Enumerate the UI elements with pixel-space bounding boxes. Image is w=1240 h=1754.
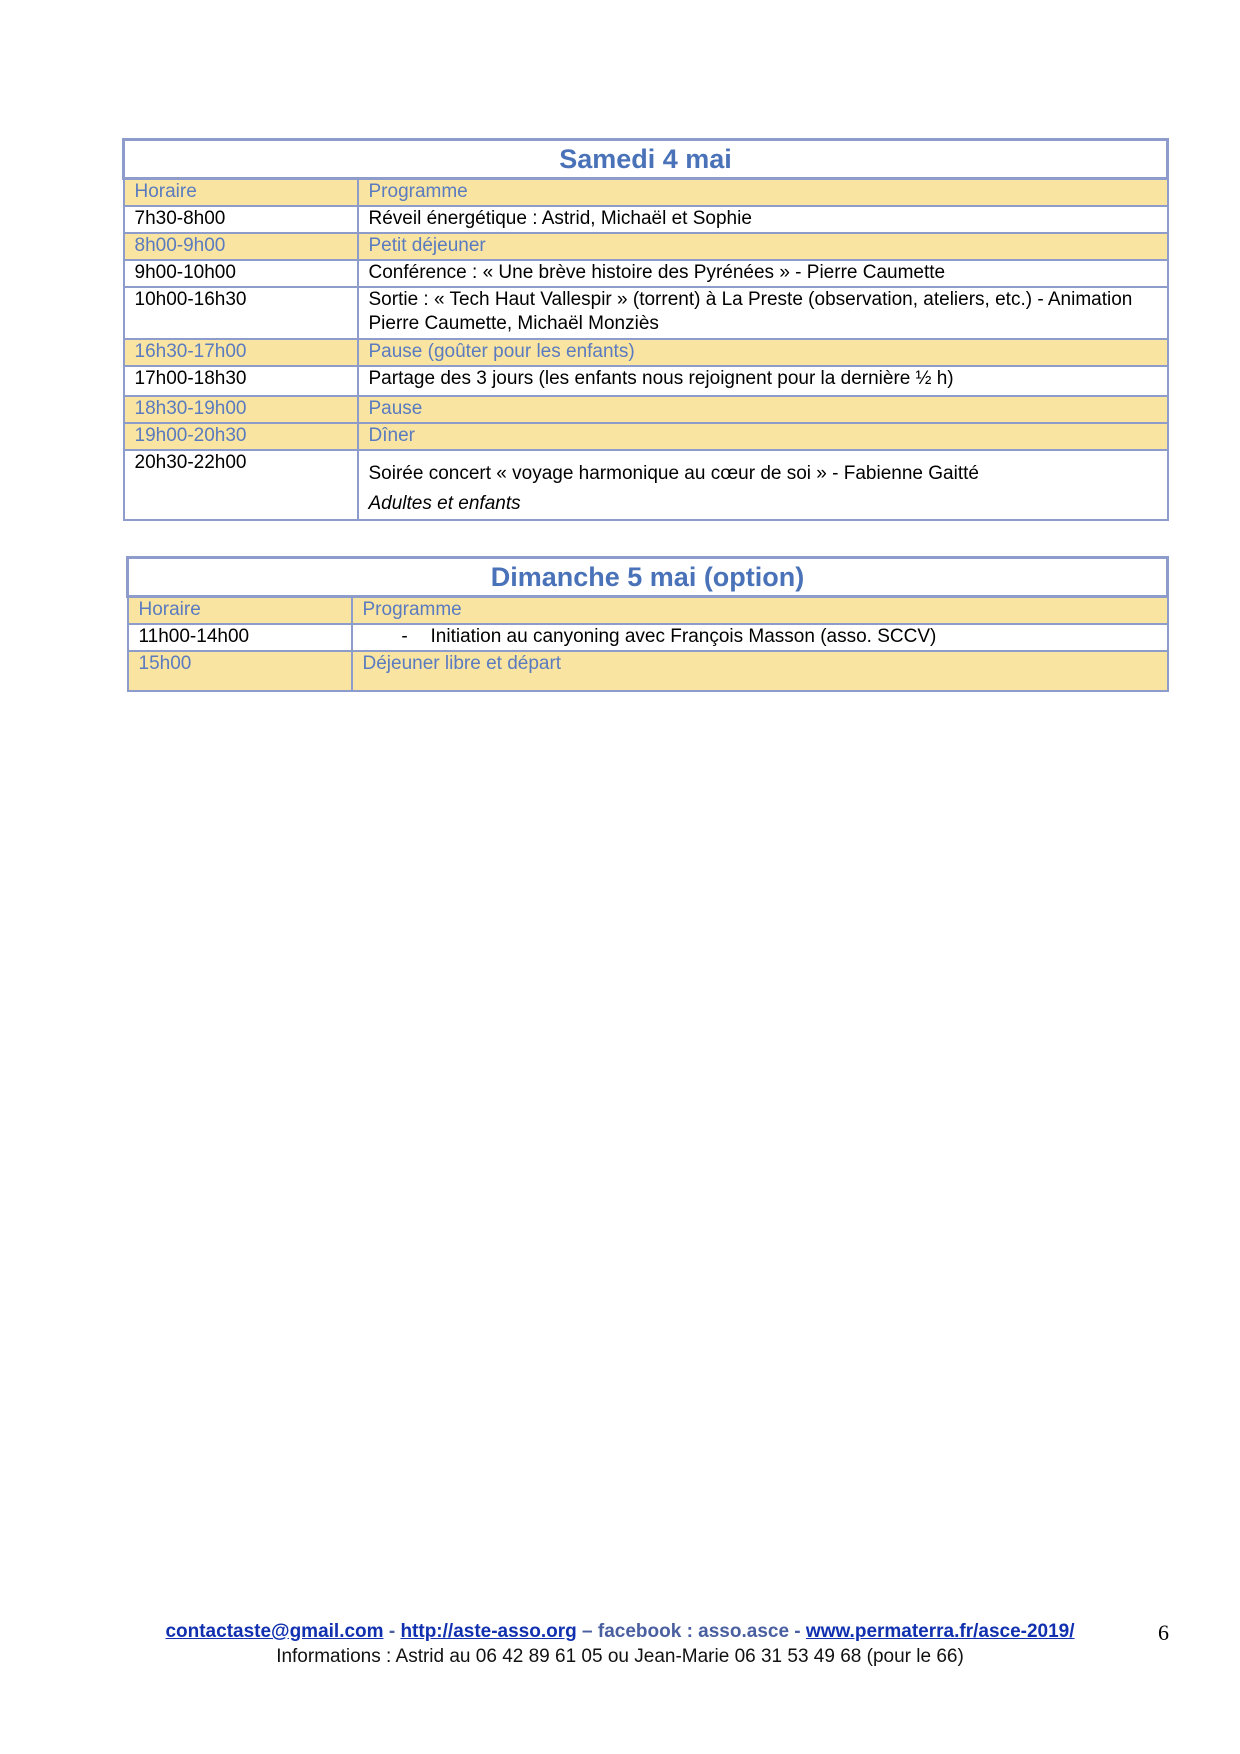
- row-program: Partage des 3 jours (les enfants nous rejoignent pour la dernière ½ h): [358, 366, 1168, 396]
- row-time: 7h30-8h00: [124, 206, 358, 233]
- sunday-title: Dimanche 5 mai (option): [128, 558, 1168, 597]
- table-row: [124, 396, 1168, 423]
- header-program: Programme: [352, 597, 1168, 624]
- table-row: [128, 651, 1168, 691]
- table-row: [124, 260, 1168, 287]
- table-row: [124, 423, 1168, 450]
- row-program: Réveil énergétique : Astrid, Michaël et Sophie: [358, 206, 1168, 233]
- table-row: [124, 233, 1168, 260]
- row-program: [358, 450, 1168, 520]
- table-row: [128, 624, 1168, 651]
- table-row: [124, 206, 1168, 233]
- row-time: 15h00: [128, 651, 352, 691]
- row-program: Conférence : « Une brève histoire des Pyrénées » - Pierre Caumette: [358, 260, 1168, 287]
- row-time: 20h30-22h00: [124, 450, 358, 520]
- facebook-text: – facebook : asso.asce -: [576, 1621, 806, 1642]
- table-row: [124, 339, 1168, 366]
- email-link[interactable]: contactaste@gmail.com: [165, 1621, 384, 1642]
- canyoning-text: Initiation au canyoning avec François Masson (asso. SCCV): [430, 625, 937, 647]
- sunday-schedule-table: [126, 556, 1169, 692]
- saturday-title: Samedi 4 mai: [124, 140, 1168, 179]
- row-time: 11h00-14h00: [128, 624, 352, 651]
- footer-contact-line: [0, 1621, 1240, 1643]
- table-header-row: [128, 597, 1168, 624]
- bullet-dash: -: [401, 625, 408, 647]
- page-number: 6: [1158, 1620, 1169, 1645]
- header-program: Programme: [358, 179, 1168, 206]
- row-program: Dîner: [358, 423, 1168, 450]
- aste-website-link[interactable]: http://aste-asso.org: [400, 1621, 577, 1642]
- row-time: 19h00-20h30: [124, 423, 358, 450]
- row-time: 9h00-10h00: [124, 260, 358, 287]
- row-program: Petit déjeuner: [358, 233, 1168, 260]
- header-time: Horaire: [128, 597, 352, 624]
- footer-separator: -: [383, 1621, 401, 1642]
- row-program: Pause (goûter pour les enfants): [358, 339, 1168, 366]
- row-program: Déjeuner libre et départ: [352, 651, 1168, 691]
- footer-info-line: Informations : Astrid au 06 42 89 61 05 ou Jean-Marie 06 31 53 49 68 (pour le 66): [276, 1646, 964, 1667]
- row-time: 18h30-19h00: [124, 396, 358, 423]
- row-time: 17h00-18h30: [124, 366, 358, 396]
- row-time: 10h00-16h30: [124, 287, 358, 339]
- permaterra-link[interactable]: www.permaterra.fr/asce-2019/: [805, 1621, 1075, 1642]
- row-program: Pause: [358, 396, 1168, 423]
- row-program: [352, 624, 1168, 651]
- row-time: 16h30-17h00: [124, 339, 358, 366]
- concert-description: Soirée concert « voyage harmonique au cœur de soi » - Fabienne Gaitté: [368, 462, 979, 484]
- table-row: [124, 366, 1168, 396]
- table-row: [124, 287, 1168, 339]
- row-time: 8h00-9h00: [124, 233, 358, 260]
- header-time: Horaire: [124, 179, 358, 206]
- saturday-schedule-table: [122, 138, 1169, 521]
- table-row: [124, 450, 1168, 520]
- concert-audience-note: Adultes et enfants: [368, 492, 521, 514]
- table-header-row: [124, 179, 1168, 206]
- row-program: Sortie : « Tech Haut Vallespir » (torrent) à La Preste (observation, ateliers, etc.) - Animation Pierre Caumette, Michaël Monziès: [358, 287, 1168, 339]
